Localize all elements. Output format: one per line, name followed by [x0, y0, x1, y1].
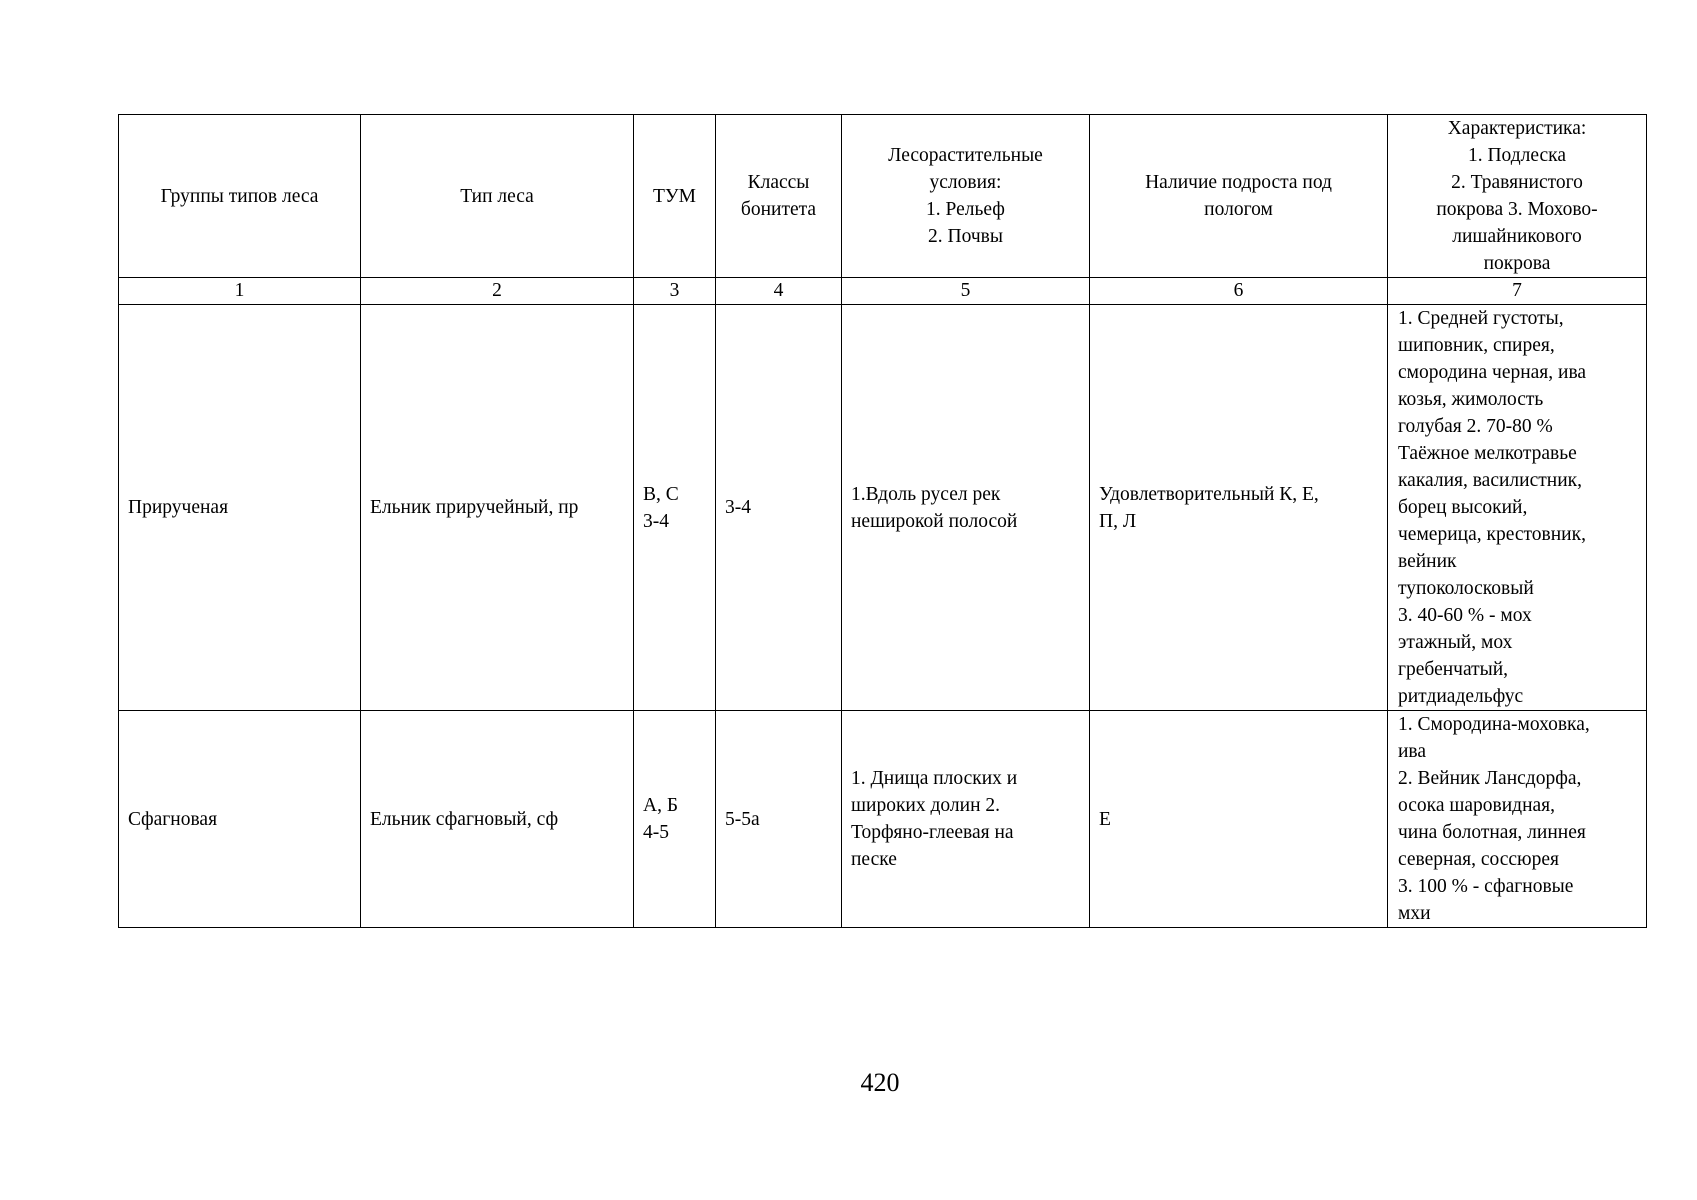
forest-types-table — [118, 114, 1647, 928]
forest-types-table-wrapper — [118, 114, 1646, 928]
page-number: 420 — [860, 1068, 900, 1097]
table-cell: 3-4 — [716, 305, 842, 711]
table-cell: 1. Смородина-моховка, ива 2. Вейник Лансдорфа, осока шаровидная, чина болотная, линнея северная, соссюрея 3. 100 % - сфагновые мхи — [1388, 711, 1647, 928]
header-forest-type-groups: Группы типов леса — [119, 115, 361, 278]
column-number: 3 — [634, 278, 716, 305]
column-number: 2 — [361, 278, 634, 305]
table-cell: Е — [1090, 711, 1388, 928]
column-number: 5 — [842, 278, 1090, 305]
table-cell: В, С 3-4 — [634, 305, 716, 711]
column-number-row — [119, 278, 1647, 305]
table-cell: Ельник приручейный, пр — [361, 305, 634, 711]
table-row — [119, 711, 1647, 928]
column-number: 6 — [1090, 278, 1388, 305]
table-row — [119, 305, 1647, 711]
table-cell: 1. Средней густоты, шиповник, спирея, смородина черная, ива козья, жимолость голубая 2. 70-80 % Таёжное мелкотравье какалия, василистник, борец высокий, чемерица, крестовник, вейник тупоколосковый 3. 40-60 % - мох этажный, мох гребенчатый, ритдиадельфус — [1388, 305, 1647, 711]
table-cell: Прирученая — [119, 305, 361, 711]
header-tum: ТУМ — [634, 115, 716, 278]
column-number: 4 — [716, 278, 842, 305]
table-cell: 1.Вдоль русел рек неширокой полосой — [842, 305, 1090, 711]
header-undergrowth-presence: Наличие подроста под пологом — [1090, 115, 1388, 278]
header-bonitet-classes: Классы бонитета — [716, 115, 842, 278]
table-cell: А, Б 4-5 — [634, 711, 716, 928]
table-header-row — [119, 115, 1647, 278]
table-cell: Ельник сфагновый, сф — [361, 711, 634, 928]
table-cell: 1. Днища плоских и широких долин 2. Торфяно-глеевая на песке — [842, 711, 1090, 928]
header-forest-type: Тип леса — [361, 115, 634, 278]
table-cell: Удовлетворительный К, Е, П, Л — [1090, 305, 1388, 711]
header-characteristics: Характеристика: 1. Подлеска 2. Травянистого покрова 3. Мохово- лишайникового покрова — [1388, 115, 1647, 278]
column-number: 7 — [1388, 278, 1647, 305]
header-growing-conditions: Лесорастительные условия: 1. Рельеф 2. Почвы — [842, 115, 1090, 278]
table-cell: Сфагновая — [119, 711, 361, 928]
table-cell: 5-5а — [716, 711, 842, 928]
column-number: 1 — [119, 278, 361, 305]
